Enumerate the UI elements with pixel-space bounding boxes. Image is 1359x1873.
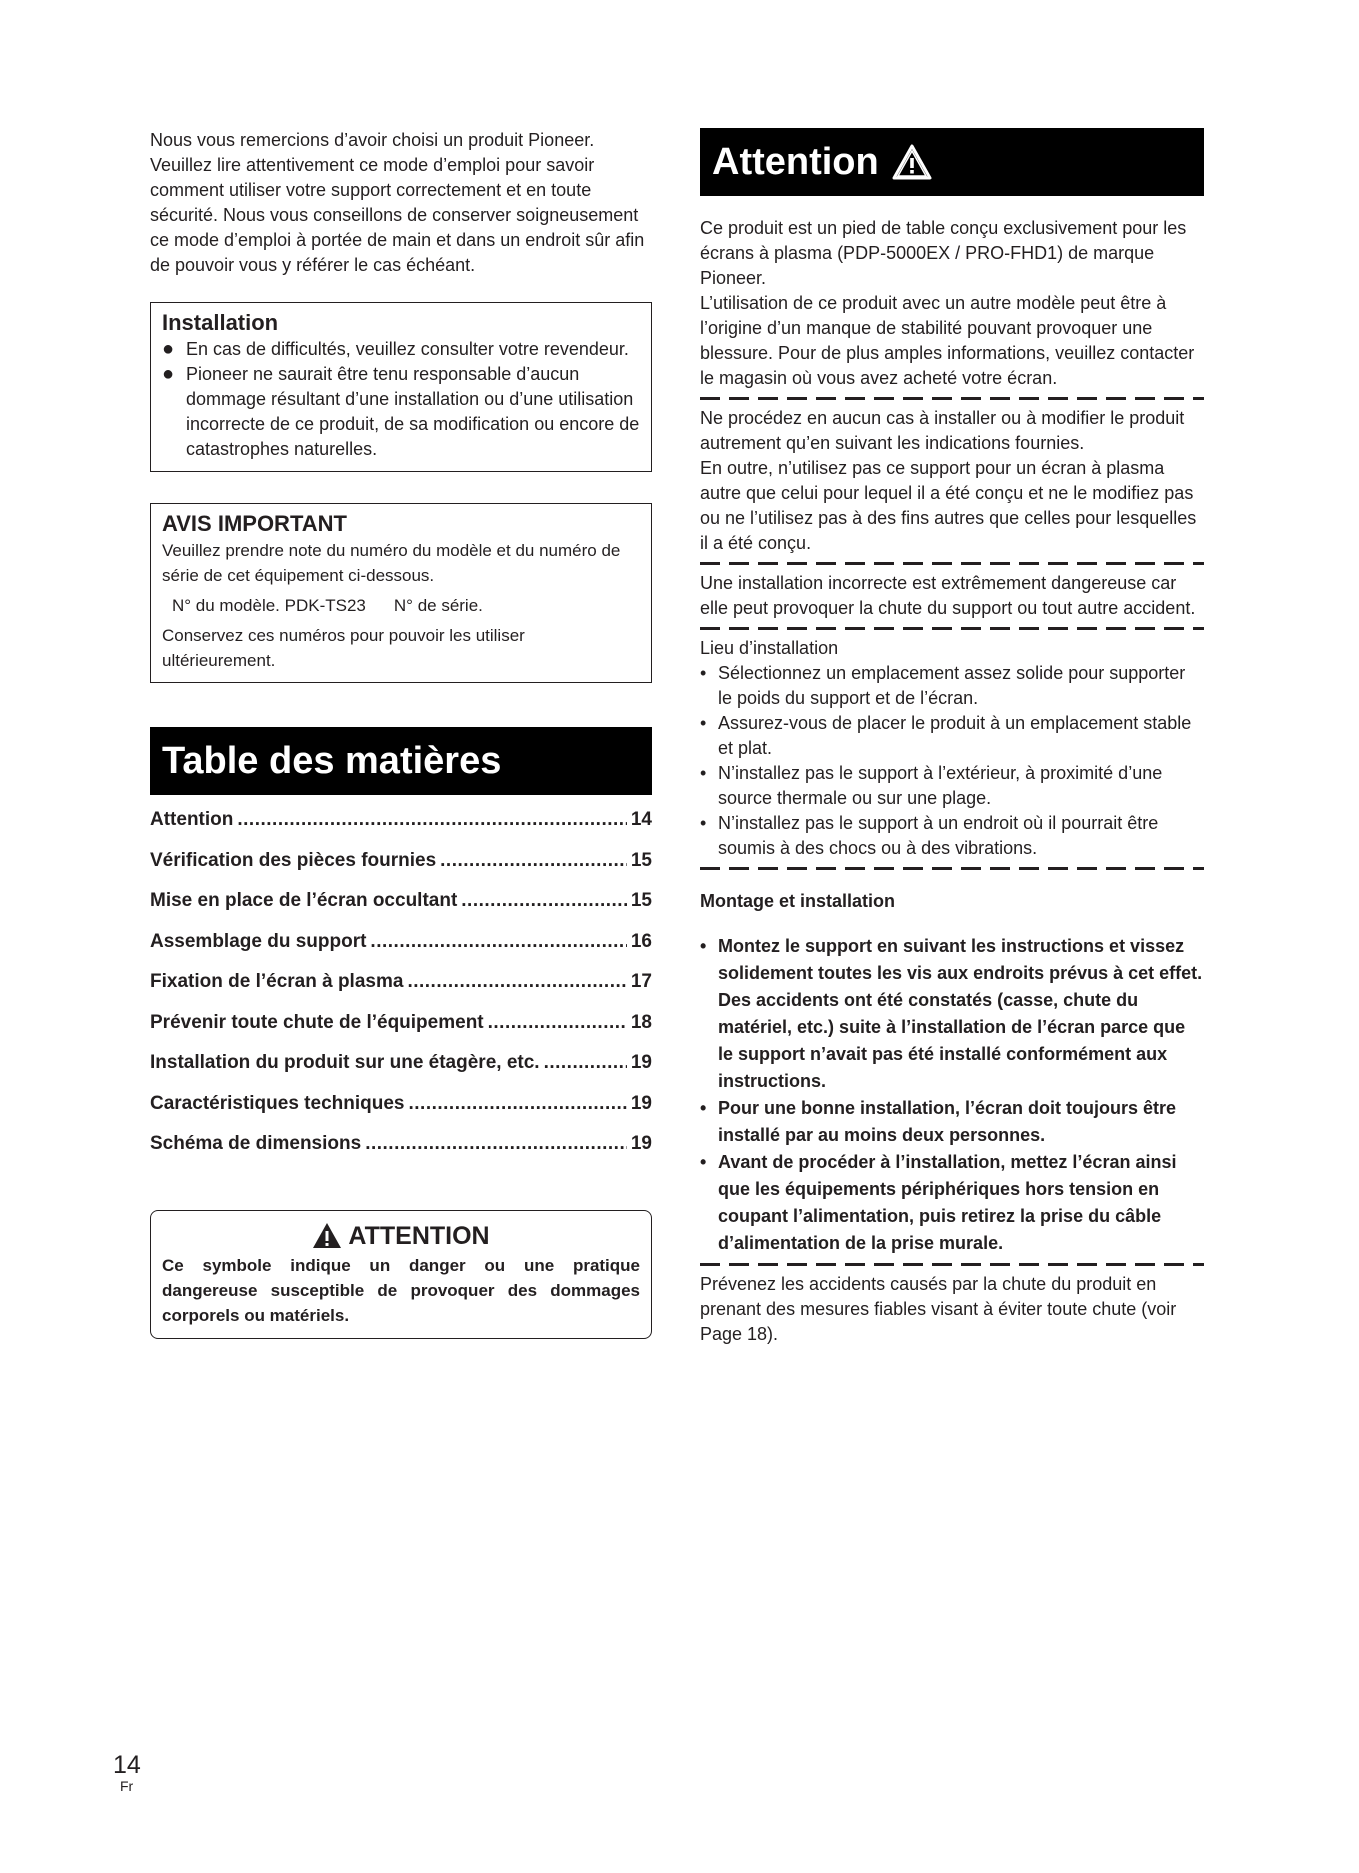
toc-entry[interactable]: Schéma de dimensions ..... 19	[150, 1131, 652, 1172]
attention-section-3: Une installation incorrecte est extrêmement dangereuse car elle peut provoquer la chute du support ou tout autre accident.	[700, 573, 1196, 618]
page-language: Fr	[120, 1778, 134, 1794]
avis-text-2: Conservez ces numéros pour pouvoir les utiliser ultérieurement.	[162, 626, 525, 670]
bullet-icon: •	[700, 713, 707, 733]
installation-title: Installation	[162, 310, 279, 335]
toc-entry[interactable]: Caractéristiques techniques ..... 19	[150, 1091, 652, 1132]
toc-entry[interactable]: Fixation de l’écran à plasma ..... 17	[150, 969, 652, 1010]
attention-section-1: Ce produit est un pied de table conçu exclusivement pour les écrans à plasma (PDP-5000EX / PRO-FHD1) de marque Pioneer. L’utilisation de ce produit avec un autre modèle peut être à l’origine d’un manque de stabilité pouvant provoquer une blessure. Pour de plus amples informations, veuillez contacter le magasin où vous avez acheté votre écran.	[700, 218, 1195, 388]
avis-important-box	[150, 503, 652, 683]
lieu-title: Lieu d’installation	[700, 638, 839, 658]
attention-title: Attention	[712, 141, 879, 183]
list-item: ● Pioneer ne saurait être tenu responsable d’aucun dommage résultant d’une installation ou d’une utilisation incorrecte de ce produit, de sa modification ou encore de catastrophes naturelles.	[162, 362, 640, 462]
montage-title: Montage et installation	[700, 891, 896, 911]
bullet-icon: •	[700, 813, 707, 833]
list-item: • Avant de procéder à l’installation, mettez l’écran ainsi que les équipements périphériques hors tension en coupant l’alimentation, puis retirez la prise du câble d’alimentation de la prise murale.	[700, 1149, 1204, 1257]
model-label: N° du modèle. PDK-TS23	[172, 596, 366, 615]
toc-entry[interactable]: Installation du produit sur une étagère, etc. ..... 19	[150, 1050, 652, 1091]
warning-triangle-outline-icon	[891, 143, 933, 181]
left-column	[150, 128, 652, 1339]
list-item: ● En cas de difficultés, veuillez consulter votre revendeur.	[162, 338, 629, 360]
bullet-icon: •	[700, 663, 707, 683]
toc-entry[interactable]: Vérification des pièces fournies ..... 15	[150, 848, 652, 889]
warning-box-text: Ce symbole indique un danger ou une pratique dangereuse susceptible de provoquer des dommages corporels ou matériels.	[162, 1255, 640, 1325]
bullet-icon: •	[700, 1152, 707, 1172]
dashed-divider	[700, 562, 1204, 565]
warning-triangle-icon	[312, 1222, 342, 1249]
model-serial-line	[162, 593, 640, 618]
dashed-divider	[700, 397, 1204, 400]
bullet-icon: •	[700, 1098, 707, 1118]
avis-text-1: Veuillez prendre note du numéro du modèle et du numéro de série de cet équipement ci-dessous.	[162, 541, 621, 585]
serial-label: N° de série.	[393, 596, 483, 615]
bullet-icon: •	[700, 763, 707, 783]
montage-section	[700, 888, 1204, 1257]
attention-symbol-box	[150, 1210, 652, 1339]
intro-text: Nous vous remercions d’avoir choisi un produit Pioneer. Veuillez lire attentivement ce mode d’emploi pour savoir comment utiliser votre support correctement et en toute sécurité. Nous vous conseillons de conserver soigneusement ce mode d’emploi à portée de main et dans un endroit sûr afin de pouvoir vous y référer le cas échéant.	[150, 130, 645, 275]
toc-title: Table des matières	[150, 727, 652, 795]
page-number: 14	[113, 1751, 141, 1779]
list-item: • Pour une bonne installation, l’écran doit toujours être installé par au moins deux personnes.	[700, 1095, 1204, 1149]
list-item: • N’installez pas le support à l’extérieur, à proximité d’une source thermale ou sur une plage.	[700, 761, 1204, 811]
toc-entry[interactable]: Attention ..... 14	[150, 807, 652, 848]
dashed-divider	[700, 627, 1204, 630]
installation-box	[150, 302, 652, 472]
list-item: • Montez le support en suivant les instructions et vissez solidement toutes les vis aux endroits prévus à cet effet. Des accidents ont été constatés (casse, chute du matériel, etc.) suite à l’installation de l’écran parce que le support n’avait pas été installé conformément aux instructions.	[700, 933, 1204, 1095]
avis-title: AVIS IMPORTANT	[162, 511, 347, 536]
bullet-icon: ●	[162, 363, 175, 385]
list-item: • Assurez-vous de placer le produit à un emplacement stable et plat.	[700, 711, 1204, 761]
lieu-section	[700, 636, 1204, 861]
final-section: Prévenez les accidents causés par la chute du produit en prenant des mesures fiables visant à éviter toute chute (voir Page 18).	[700, 1274, 1177, 1344]
list-item: • N’installez pas le support à un endroit où il pourrait être soumis à des chocs ou à des vibrations.	[700, 811, 1204, 861]
bullet-icon: •	[700, 936, 707, 956]
warning-box-title: ATTENTION	[162, 1219, 640, 1253]
attention-banner	[700, 128, 1204, 196]
attention-section-2: Ne procédez en aucun cas à installer ou à modifier le produit autrement qu’en suivant les indications fournies. En outre, n’utilisez pas ce support pour un écran à plasma autre que celui pour lequel il a été conçu et ne le modifiez pas ou ne l’utilisez pas à des fins autres que celles pour lesquelles il a été conçu.	[700, 408, 1197, 553]
toc-entry[interactable]: Mise en place de l’écran occultant ..... 15	[150, 888, 652, 929]
dashed-divider	[700, 867, 1204, 870]
toc-entry[interactable]: Prévenir toute chute de l’équipement ..... 18	[150, 1010, 652, 1051]
right-column	[700, 128, 1204, 1347]
bullet-icon: ●	[162, 338, 175, 360]
list-item: • Sélectionnez un emplacement assez solide pour supporter le poids du support et de l’écran.	[700, 661, 1204, 711]
toc-entry[interactable]: Assemblage du support ..... 16	[150, 929, 652, 970]
dashed-divider	[700, 1263, 1204, 1266]
table-of-contents	[150, 807, 652, 1172]
